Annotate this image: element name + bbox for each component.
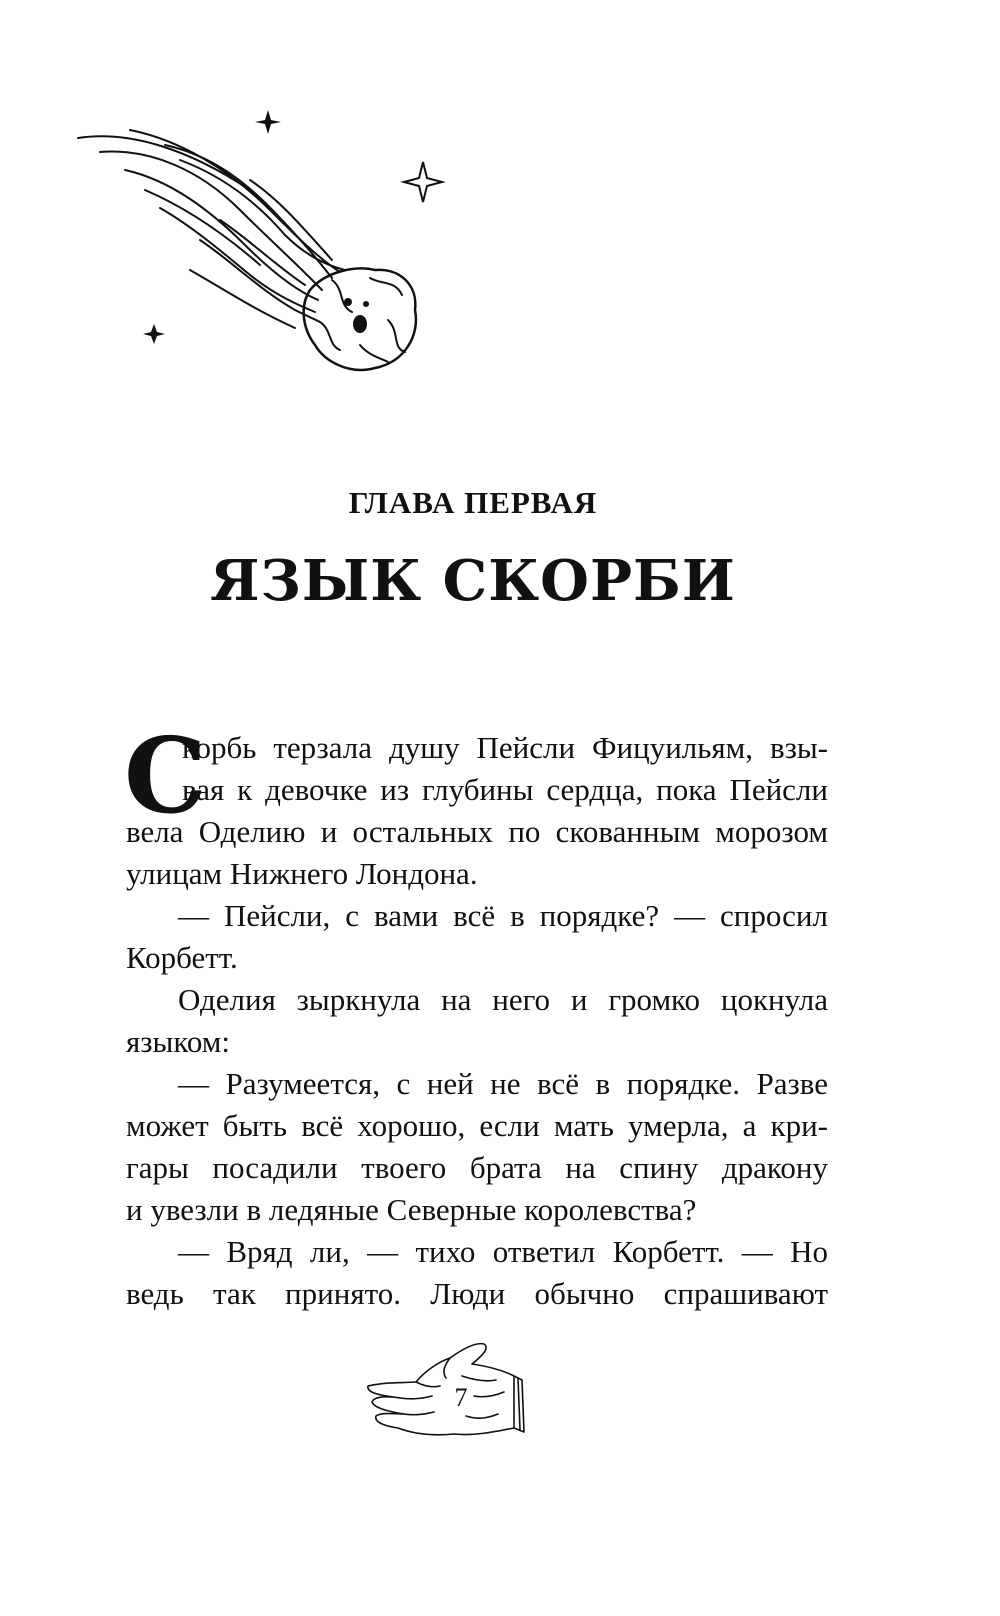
text-line: — Разумеется, с ней не всё в порядке. Разве bbox=[178, 1066, 828, 1101]
text-line: гары посадили твоего брата на спину дракону bbox=[126, 1150, 828, 1185]
page-number: 7 bbox=[454, 1383, 468, 1412]
text-line: — Пейсли, с вами всё в порядке? — спросил bbox=[178, 898, 828, 933]
chapter-title: ЯЗЫК СКОРБИ bbox=[210, 548, 736, 614]
drop-cap: С bbox=[124, 714, 207, 837]
text-line: ведь так принято. Люди обычно спрашивают bbox=[126, 1276, 828, 1311]
text-line: и увезли в ледяные Северные королевства? bbox=[126, 1192, 697, 1227]
chapter-label: ГЛАВА ПЕРВАЯ bbox=[348, 485, 598, 520]
text-line: — Вряд ли, — тихо ответил Корбетт. — Но bbox=[178, 1234, 828, 1269]
text-line: вая к девочке из глубины сердца, пока Пейсли bbox=[182, 772, 828, 807]
comet-with-face-illustration bbox=[70, 100, 470, 400]
text-line: может быть всё хорошо, если мать умерла, а кри- bbox=[126, 1108, 828, 1143]
pointing-hand-icon bbox=[354, 1336, 534, 1446]
text-line: вела Оделию и остальных по скованным морозом bbox=[126, 814, 828, 849]
text-line: языком: bbox=[126, 1024, 230, 1059]
text-line: корбь терзала душу Пейсли Фицуильям, взы- bbox=[182, 730, 828, 765]
text-line: Оделия зыркнула на него и громко цокнула bbox=[178, 982, 828, 1017]
text-line: Корбетт. bbox=[126, 940, 238, 975]
text-line: улицам Нижнего Лондона. bbox=[126, 856, 478, 891]
